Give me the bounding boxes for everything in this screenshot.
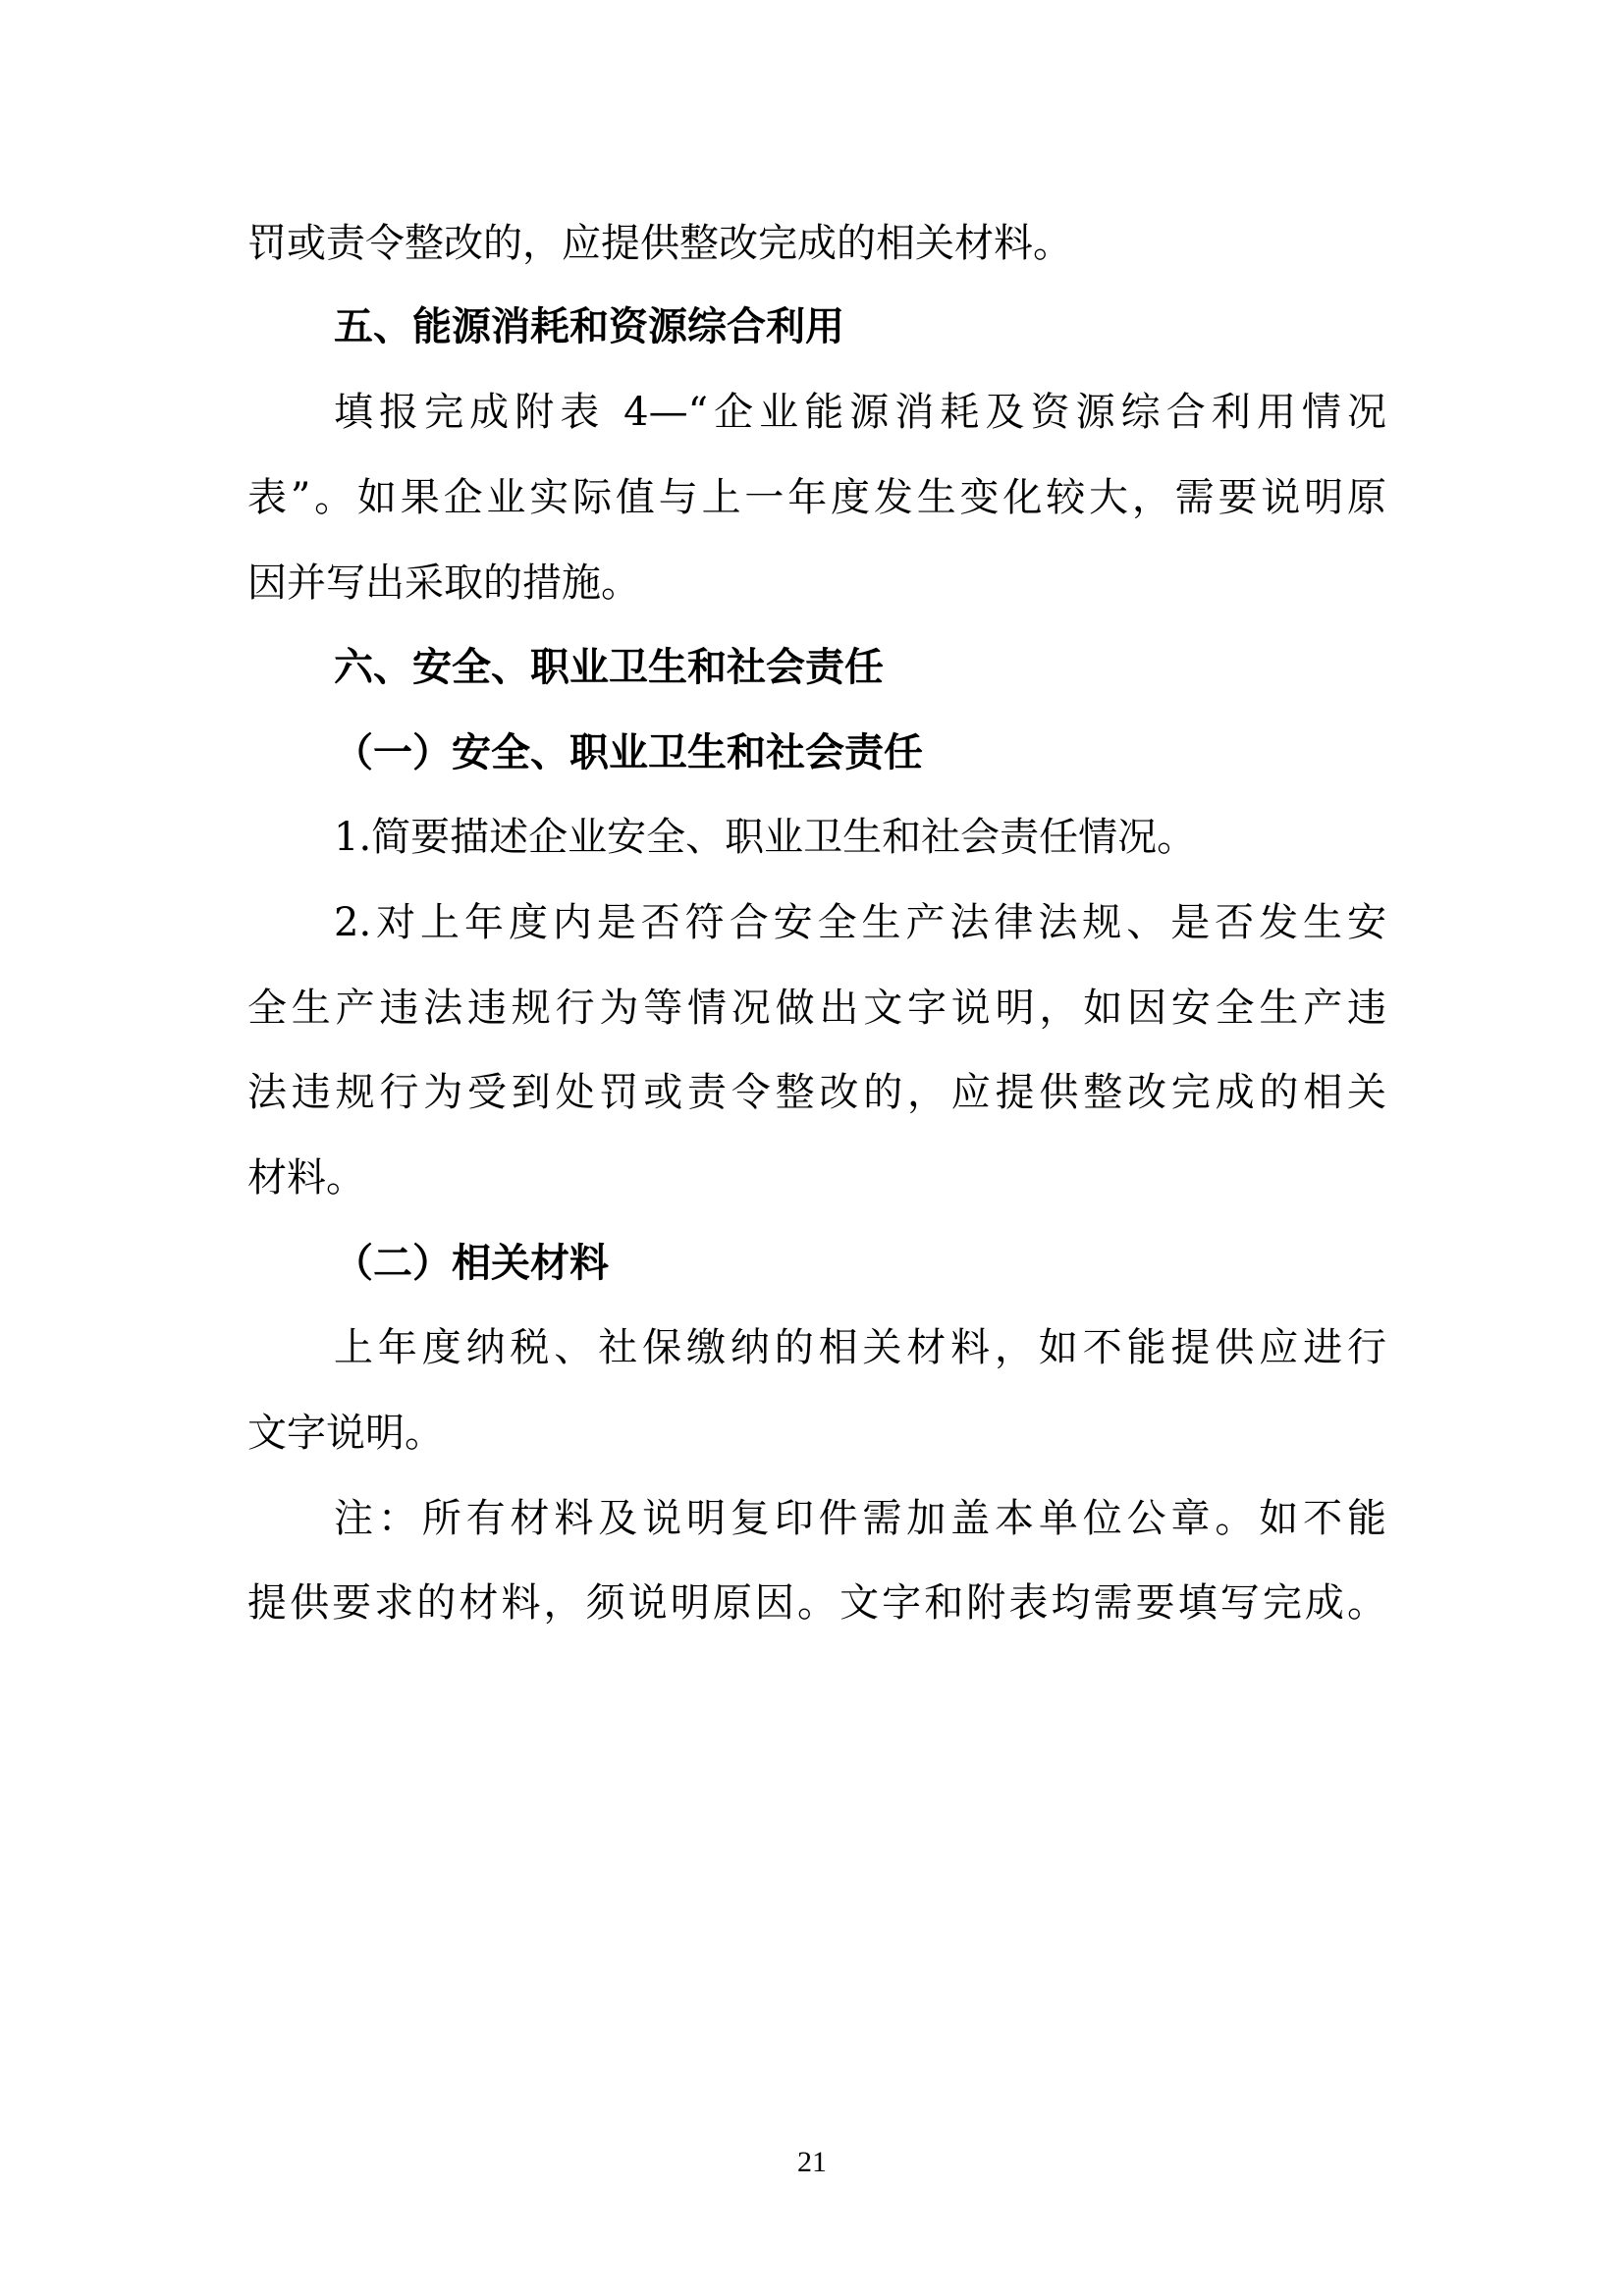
- paragraph-line: 文字说明。: [247, 1411, 444, 1456]
- paragraph-line: 全生产违法违规行为等情况做出文字说明，如因安全生产违: [247, 986, 1386, 1031]
- paragraph-line: 2.对上年度内是否符合安全生产法律法规、是否发生安: [334, 900, 1386, 945]
- paragraph-line: 表”。如果企业实际值与上一年度发生变化较大，需要说明原: [247, 475, 1386, 520]
- section-heading-6: 六、安全、职业卫生和社会责任: [334, 645, 884, 690]
- subsection-heading-2: （二）相关材料: [334, 1241, 609, 1286]
- paragraph-line: 法违规行为受到处罚或责令整改的，应提供整改完成的相关: [247, 1070, 1386, 1115]
- note-line: 注：所有材料及说明复印件需加盖本单位公章。如不能: [334, 1496, 1386, 1541]
- paragraph-line: 填报完成附表 4—“企业能源消耗及资源综合利用情况: [334, 390, 1386, 435]
- paragraph-line: 材料。: [247, 1155, 365, 1201]
- page-number: 21: [797, 2146, 827, 2178]
- note-line: 提供要求的材料，须说明原因。文字和附表均需要填写完成。: [247, 1580, 1386, 1626]
- paragraph-line: 因并写出采取的措施。: [247, 561, 640, 606]
- paragraph-line: 上年度纳税、社保缴纳的相关材料，如不能提供应进行: [334, 1325, 1386, 1370]
- paragraph-line: 1.简要描述企业安全、职业卫生和社会责任情况。: [334, 815, 1197, 860]
- subsection-heading-1: （一）安全、职业卫生和社会责任: [334, 730, 923, 775]
- paragraph-line: 罚或责令整改的，应提供整改完成的相关材料。: [247, 221, 1072, 266]
- section-heading-5: 五、能源消耗和资源综合利用: [334, 304, 844, 349]
